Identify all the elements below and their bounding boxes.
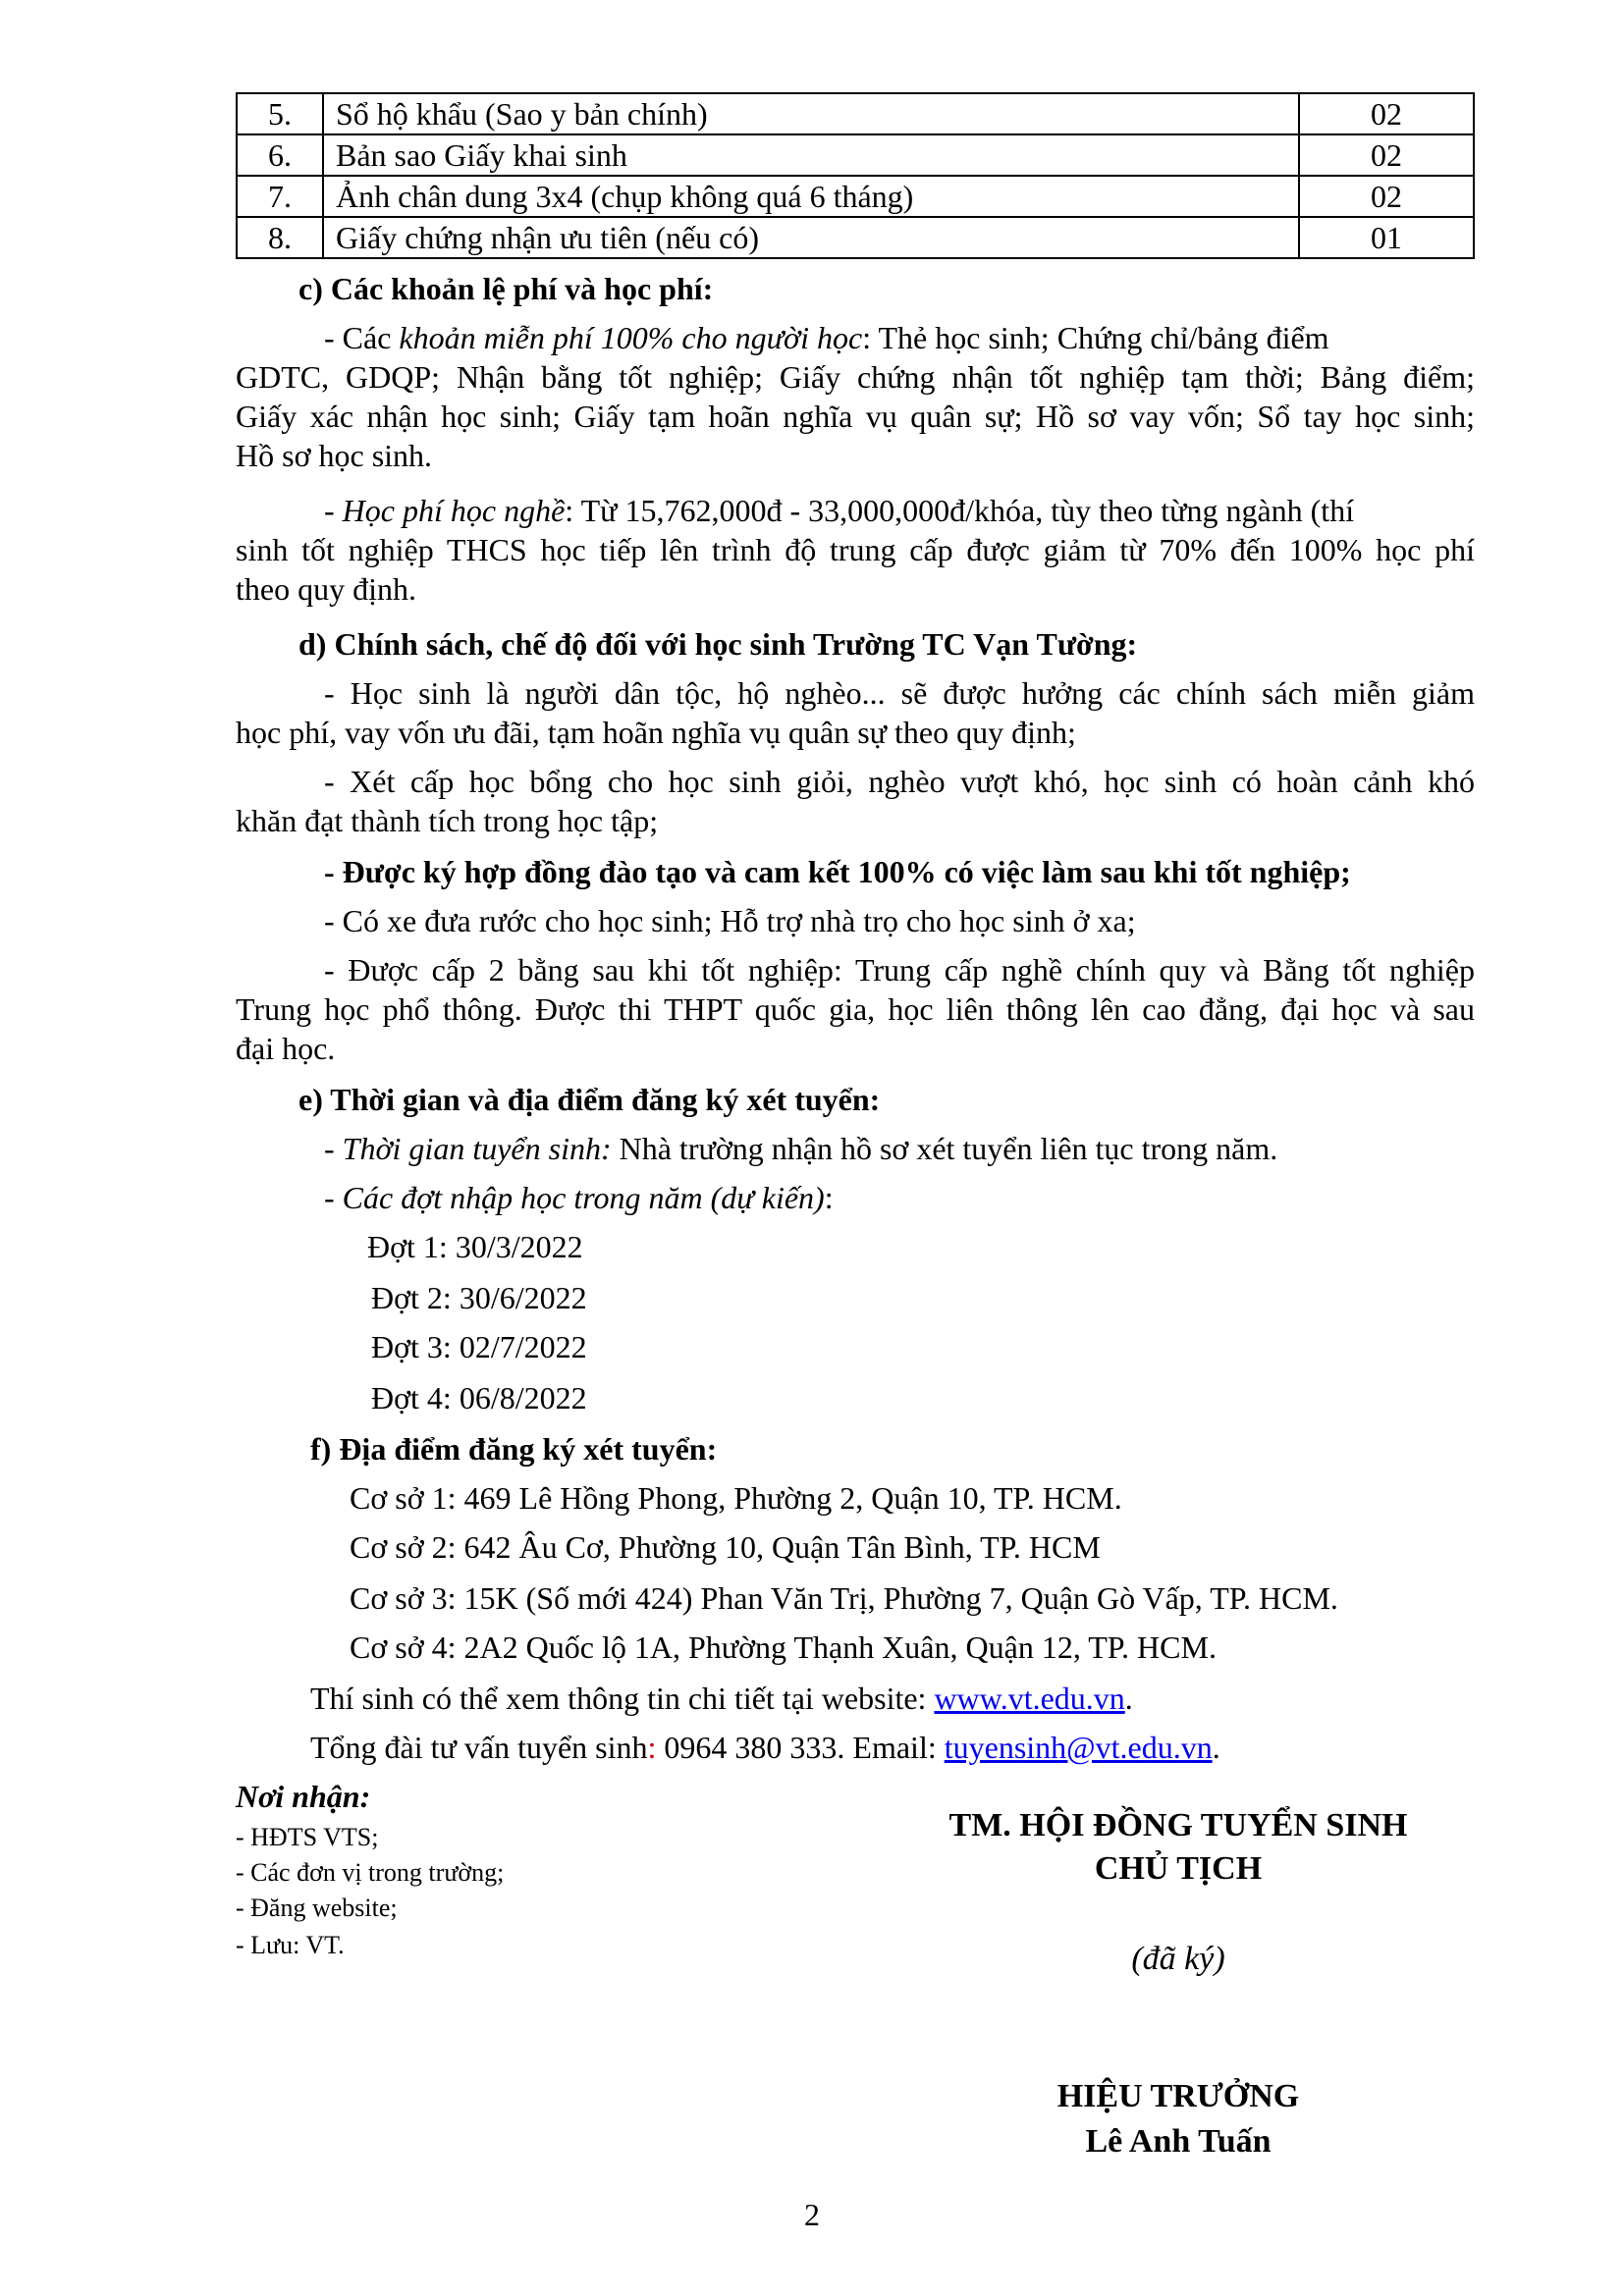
rounds-label: Các đợt nhập học trong năm (dự kiến) — [342, 1180, 825, 1215]
section-c-fees-line-4: Hồ sơ học sinh. — [236, 438, 433, 473]
section-d-policy-5-line-2: Trung học phổ thông. Được thi THPT quốc gia, học liên thông lên cao đẳng, đại học và sau — [236, 991, 1475, 1027]
row-quantity: 02 — [1299, 134, 1474, 176]
section-d-policy-3: - Được ký hợp đồng đào tạo và cam kết 100% có việc làm sau khi tốt nghiệp; — [324, 854, 1351, 889]
row-number: 7. — [237, 176, 323, 217]
row-item: Bản sao Giấy khai sinh — [323, 134, 1299, 176]
text: : — [824, 1180, 834, 1215]
section-d-policy-2-line-1: - Xét cấp học bổng cho học sinh giỏi, nghèo vượt khó, học sinh có hoàn cảnh khó — [324, 764, 1475, 799]
section-d-policy-2-line-2: khăn đạt thành tích trong học tập; — [236, 803, 659, 838]
text: Tổng đài tư vấn tuyển sinh — [310, 1730, 648, 1765]
section-c-fees-line-2: GDTC, GDQP; Nhận bằng tốt nghiệp; Giấy chứng nhận tốt nghiệp tạm thời; Bảng điểm; — [236, 359, 1475, 395]
tuition-label: Học phí học nghề — [342, 493, 566, 528]
campus-address: Cơ sở 2: 642 Âu Cơ, Phường 10, Quận Tân Bình, TP. HCM — [350, 1529, 1101, 1565]
row-quantity: 02 — [1299, 176, 1474, 217]
campus-address: Cơ sở 4: 2A2 Quốc lộ 1A, Phường Thạnh Xuân, Quận 12, TP. HCM. — [350, 1629, 1217, 1665]
section-c-tuition-line-3: theo quy định. — [236, 571, 416, 607]
recipient-item: - Đăng website; — [236, 1894, 398, 1922]
row-number: 5. — [237, 93, 323, 134]
row-quantity: 01 — [1299, 217, 1474, 258]
website-line — [310, 1679, 1133, 1718]
table-row — [237, 176, 1474, 217]
text: 0964 380 333. Email: — [656, 1730, 945, 1765]
enrollment-round: Đợt 2: 30/6/2022 — [371, 1280, 587, 1315]
signer-title: HIỆU TRƯỞNG — [1056, 2078, 1300, 2114]
text: : — [647, 1730, 657, 1765]
text: - Các — [324, 320, 400, 355]
recipient-item: - HĐTS VTS; — [236, 1823, 379, 1851]
section-d-policy-5-line-1: - Được cấp 2 bằng sau khi tốt nghiệp: Trung cấp nghề chính quy và Bằng tốt nghiệp — [324, 952, 1475, 988]
section-e-heading: e) Thời gian và địa điểm đăng ký xét tuyển: — [298, 1082, 881, 1117]
row-item: Ảnh chân dung 3x4 (chụp không quá 6 tháng) — [323, 176, 1299, 217]
documents-table — [236, 92, 1475, 259]
enrollment-round: Đợt 3: 02/7/2022 — [371, 1329, 587, 1364]
page-number: 2 — [804, 2197, 820, 2232]
section-d-heading: d) Chính sách, chế độ đối với học sinh Trường TC Vạn Tường: — [298, 626, 1138, 662]
section-f-heading: f) Địa điểm đăng ký xét tuyển: — [310, 1431, 718, 1467]
text: : Thẻ học sinh; Chứng chỉ/bảng điểm — [862, 320, 1329, 355]
website-link[interactable]: www.vt.edu.vn — [934, 1681, 1125, 1716]
enrollment-round: Đợt 1: 30/3/2022 — [367, 1229, 583, 1264]
section-d-policy-1-line-1: - Học sinh là người dân tộc, hộ nghèo... sẽ được hưởng các chính sách miễn giảm — [324, 675, 1475, 711]
table-row — [237, 217, 1474, 258]
time-label: Thời gian tuyển sinh: — [342, 1131, 612, 1166]
text: . — [1124, 1681, 1133, 1716]
section-c-fees-line-3: Giấy xác nhận học sinh; Giấy tạm hoãn nghĩa vụ quân sự; Hồ sơ vay vốn; Sổ tay học sinh; — [236, 399, 1475, 434]
signer-name: Lê Anh Tuấn — [1085, 2123, 1272, 2160]
row-item: Sổ hộ khẩu (Sao y bản chính) — [323, 93, 1299, 134]
text: Nhà trường nhận hồ sơ xét tuyển liên tục trong năm. — [611, 1131, 1278, 1166]
text: Thí sinh có thể xem thông tin chi tiết tại website: — [310, 1681, 935, 1716]
row-number: 6. — [237, 134, 323, 176]
row-item: Giấy chứng nhận ưu tiên (nếu có) — [323, 217, 1299, 258]
table-row — [237, 134, 1474, 176]
enrollment-round: Đợt 4: 06/8/2022 — [371, 1380, 587, 1415]
text: : Từ 15,762,000đ - 33,000,000đ/khóa, tùy theo từng ngành (thí — [565, 493, 1355, 528]
signed-note: (đã ký) — [1131, 1941, 1225, 1977]
section-c-heading: c) Các khoản lệ phí và học phí: — [298, 271, 714, 306]
text: - — [324, 1131, 343, 1166]
section-e-rounds-intro — [324, 1178, 834, 1217]
email-link[interactable]: tuyensinh@vt.edu.vn — [944, 1730, 1213, 1765]
row-quantity: 02 — [1299, 93, 1474, 134]
recipients-title: Nơi nhận: — [236, 1779, 371, 1814]
section-d-policy-1-line-2: học phí, vay vốn ưu đãi, tạm hoãn nghĩa vụ quân sự theo quy định; — [236, 715, 1076, 750]
recipient-item: - Lưu: VT. — [236, 1931, 345, 1959]
section-c-fees-line-1 — [324, 318, 1329, 357]
text: . — [1212, 1730, 1220, 1765]
text: - — [324, 1180, 343, 1215]
hotline-line — [310, 1728, 1220, 1767]
recipient-item: - Các đơn vị trong trường; — [236, 1858, 505, 1887]
table-row — [237, 93, 1474, 134]
section-c-tuition-line-2: sinh tốt nghiệp THCS học tiếp lên trình độ trung cấp được giảm từ 70% đến 100% học phí — [236, 532, 1475, 567]
signature-org-line-1: TM. HỘI ĐỒNG TUYỂN SINH — [948, 1807, 1408, 1843]
free-items-label: khoản miễn phí 100% cho người học — [399, 320, 863, 355]
campus-address: Cơ sở 1: 469 Lê Hồng Phong, Phường 2, Quận 10, TP. HCM. — [350, 1480, 1122, 1516]
section-d-policy-4: - Có xe đưa rước cho học sinh; Hỗ trợ nhà trọ cho học sinh ở xa; — [324, 903, 1136, 938]
campus-address: Cơ sở 3: 15K (Số mới 424) Phan Văn Trị, Phường 7, Quận Gò Vấp, TP. HCM. — [350, 1580, 1338, 1616]
section-c-tuition-line-1 — [324, 491, 1354, 530]
text: - — [324, 493, 343, 528]
section-d-policy-5-line-3: đại học. — [236, 1031, 336, 1066]
section-e-time — [324, 1129, 1277, 1168]
row-number: 8. — [237, 217, 323, 258]
signature-org-line-2: CHỦ TỊCH — [1094, 1850, 1263, 1887]
